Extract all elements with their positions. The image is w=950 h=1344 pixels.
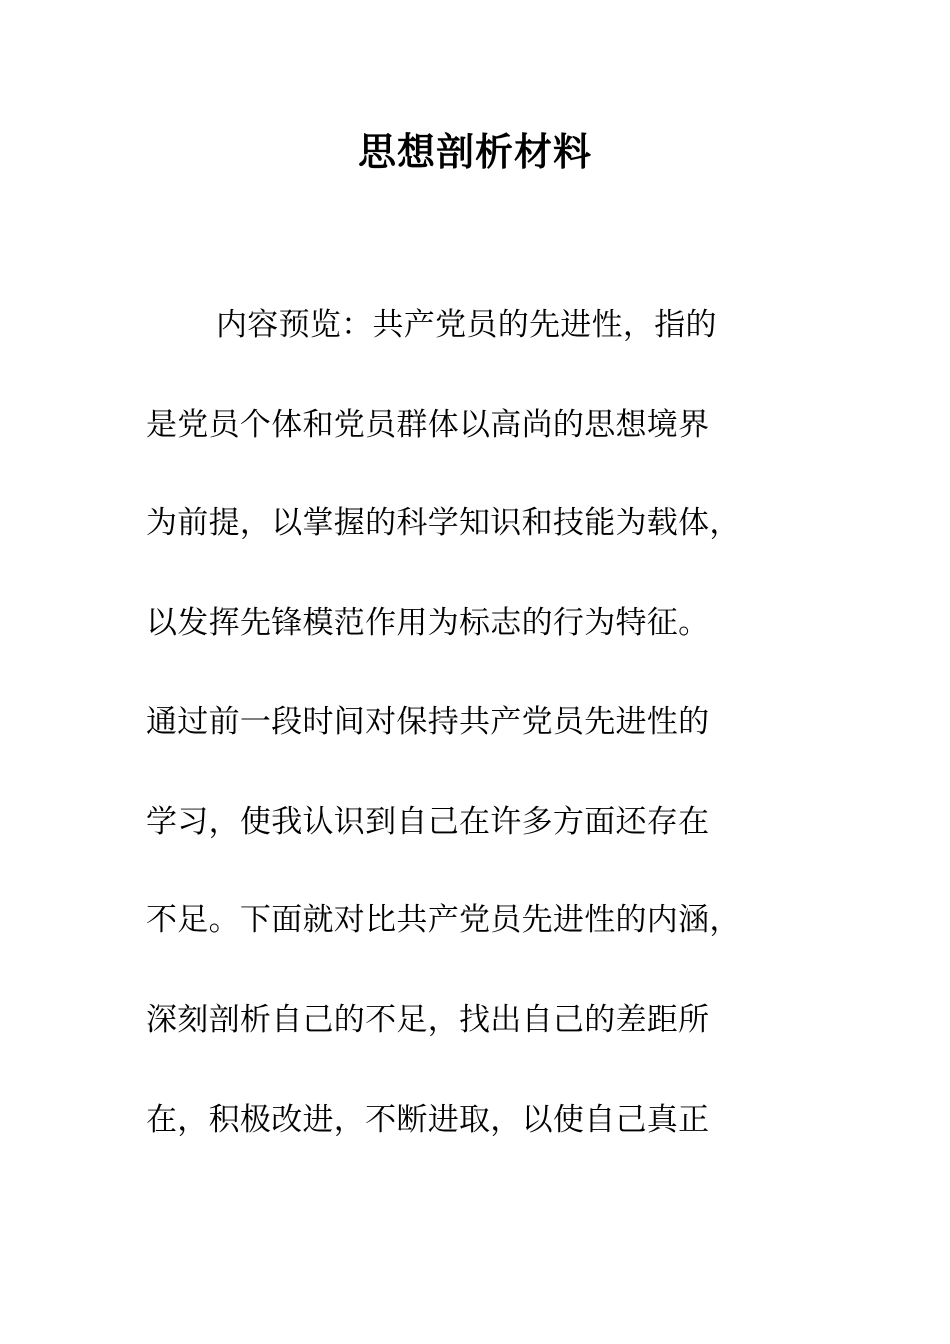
paragraph-line: 在，积极改进，不断进取，以使自己真正 (146, 1102, 710, 1138)
paragraph-line: 深刻剖析自己的不足，找出自己的差距所 (146, 1002, 710, 1038)
paragraph-line: 不足。下面就对比共产党员先进性的内涵， (146, 902, 741, 938)
paragraph-line: 是党员个体和党员群体以高尚的思想境界 (146, 407, 710, 443)
paragraph-line: 内容预览：共产党员的先进性，指的 (216, 307, 717, 343)
page-title: 思想剖析材料 (357, 130, 592, 174)
paragraph-line: 为前提，以掌握的科学知识和技能为载体， (146, 505, 741, 541)
paragraph-line: 以发挥先锋模范作用为标志的行为特征。 (146, 605, 710, 641)
paragraph-line: 通过前一段时间对保持共产党员先进性的 (146, 704, 710, 740)
paragraph-line: 学习，使我认识到自己在许多方面还存在 (146, 804, 710, 840)
